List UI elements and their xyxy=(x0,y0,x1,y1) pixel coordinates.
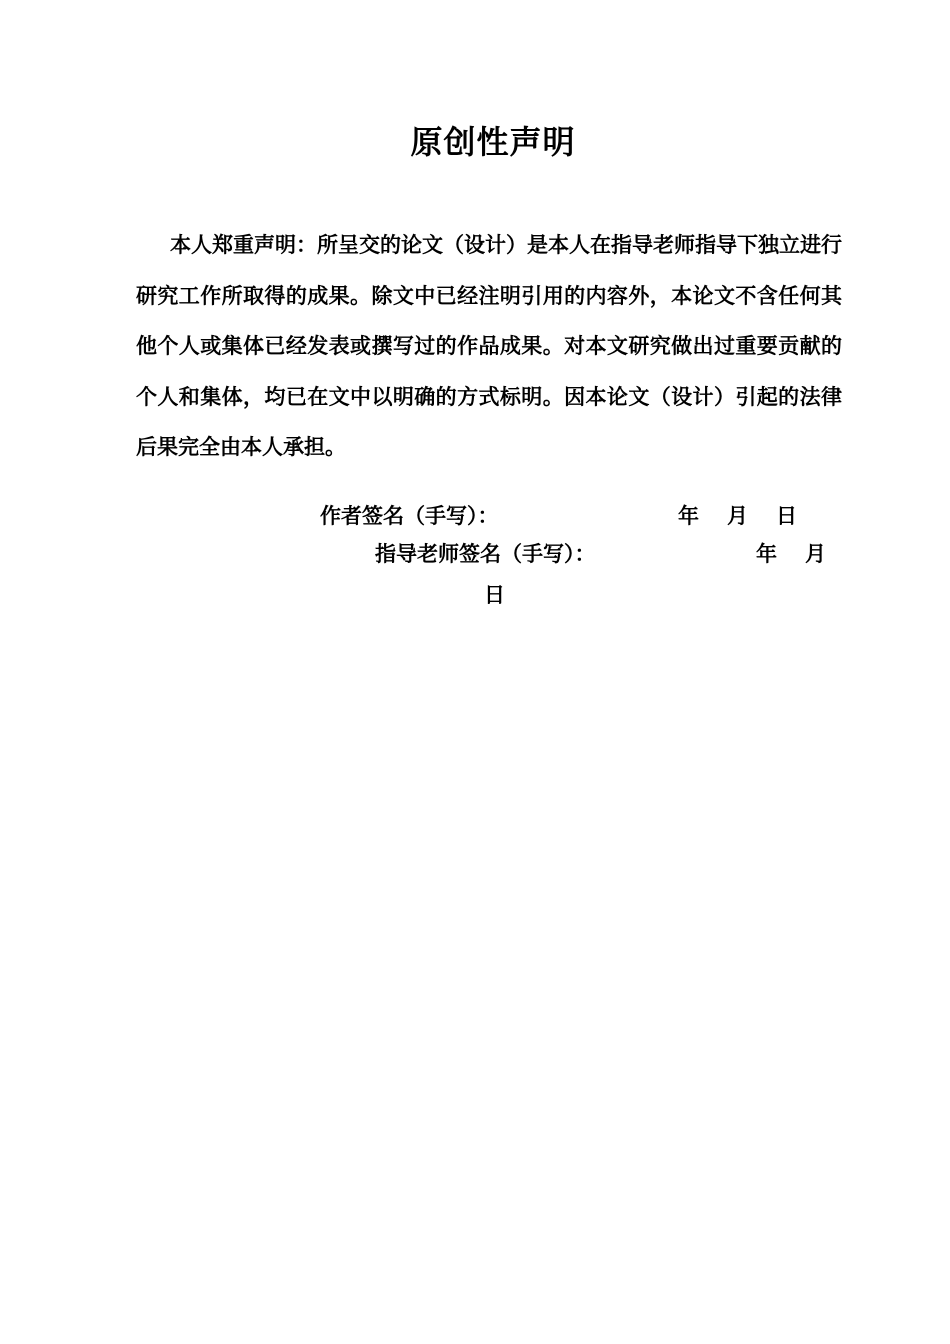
advisor-date-year: 年 xyxy=(756,542,777,566)
author-date-day: 日 xyxy=(776,504,797,528)
declaration-paragraph: 本人郑重声明：所呈交的论文（设计）是本人在指导老师指导下独立进行研究工作所取得的成果。除文中已经注明引用的内容外，本论文不含任何其他个人或集体已经发表或撰写过的作品成果。对本文研究做出过重要贡献的个人和集体，均已在文中以明确的方式标明。因本论文（设计）引起的法律后果完全由本人承担。 xyxy=(136,233,842,459)
author-signature-date xyxy=(678,501,797,531)
advisor-signature-date xyxy=(756,539,826,569)
advisor-date-month: 月 xyxy=(805,542,826,566)
author-signature-label: 作者签名（手写）： xyxy=(320,504,499,528)
advisor-signature-label: 指导老师签名（手写）： xyxy=(375,542,596,566)
page-title: 原创性声明 xyxy=(410,123,576,161)
advisor-date-day: 日 xyxy=(484,583,505,607)
author-date-month: 月 xyxy=(727,504,748,528)
author-date-year: 年 xyxy=(678,504,699,528)
